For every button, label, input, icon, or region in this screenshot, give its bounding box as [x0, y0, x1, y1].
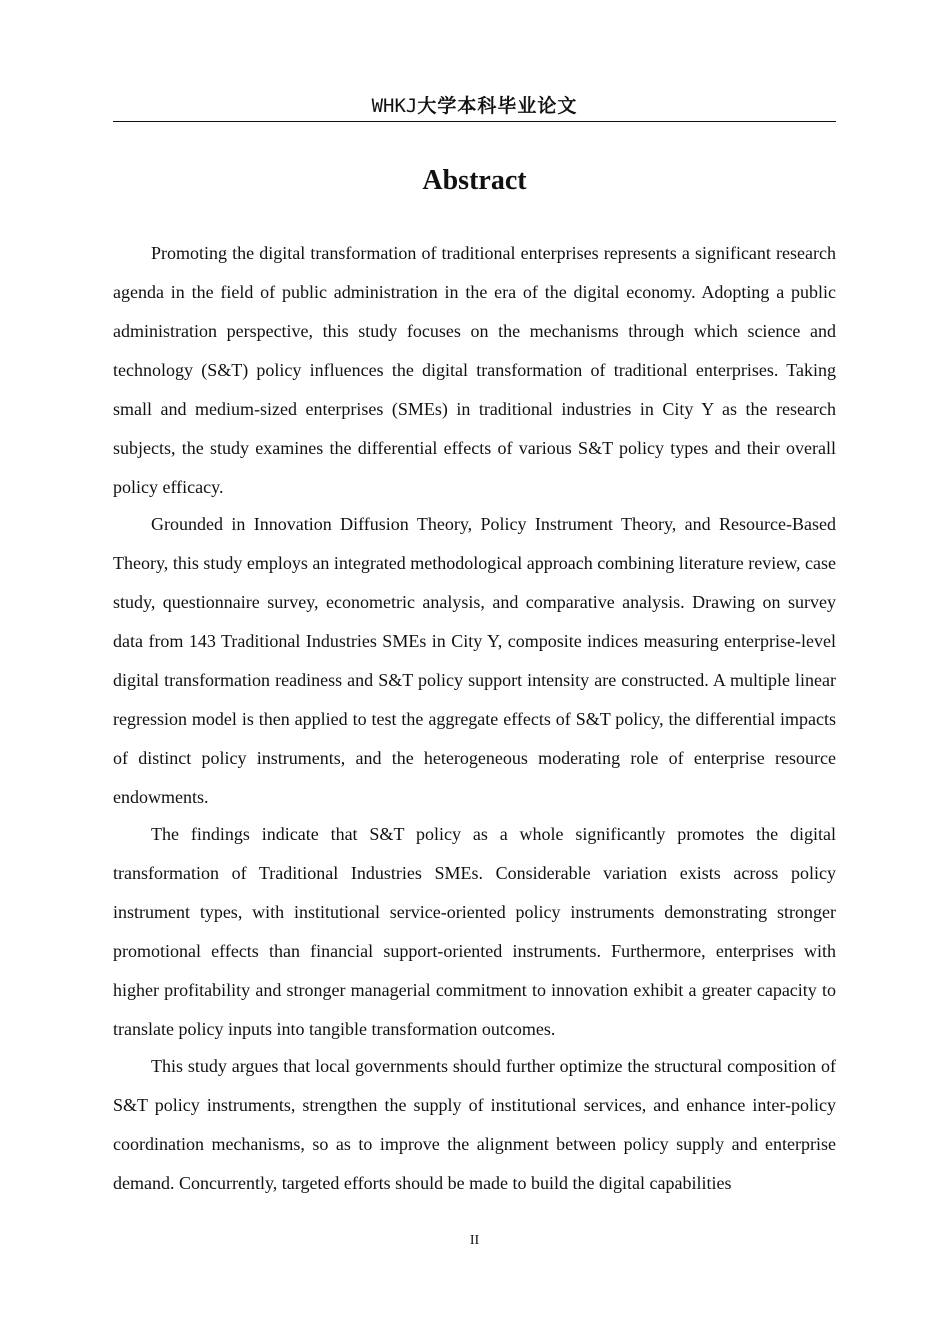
abstract-paragraph-3: The findings indicate that S&T policy as a whole significantly promotes the digital transformation of Traditional Industries SMEs. Considerable variation exists across policy instrument types, with institutional service-oriented policy instruments demonstrating stronger promotional effects than financial support-oriented instruments. Furthermore, enterprises with higher profitability and stronger managerial commitment to innovation exhibit a greater capacity to translate policy inputs into tangible transformation outcomes.: [113, 824, 836, 1039]
abstract-paragraph-1: Promoting the digital transformation of traditional enterprises represents a significant research agenda in the field of public administration in the era of the digital economy. Adopting a public administration perspective, this study focuses on the mechanisms through which science and technology (S&T) policy influences the digital transformation of traditional enterprises. Taking small and medium-sized enterprises (SMEs) in traditional industries in City Y as the research subjects, the study examines the differential effects of various S&T policy types and their overall policy efficacy.: [113, 243, 836, 497]
abstract-paragraph-2: Grounded in Innovation Diffusion Theory, Policy Instrument Theory, and Resource-Based Theory, this study employs an integrated methodological approach combining literature review, case study, questionnaire survey, econometric analysis, and comparative analysis. Drawing on survey data from 143 Traditional Industries SMEs in City Y, composite indices measuring enterprise-level digital transformation readiness and S&T policy support intensity are constructed. A multiple linear regression model is then applied to test the aggregate effects of S&T policy, the differential impacts of distinct policy instruments, and the heterogeneous moderating role of enterprise resource endowments.: [113, 514, 836, 807]
running-header: [113, 93, 836, 119]
section-title: Abstract: [422, 165, 527, 196]
abstract-paragraph-4: This study argues that local governments should further optimize the structural composition of S&T policy instruments, strengthen the supply of institutional services, and enhance inter-policy coordination mechanisms, so as to improve the alignment between policy supply and enterprise demand. Concurrently, targeted efforts should be made to build the digital capabilities: [113, 1056, 836, 1193]
header-rule: [113, 121, 836, 122]
header-document-type: 大学本科毕业论文: [417, 95, 578, 117]
abstract-body: [113, 234, 836, 1203]
header-institution-code: WHKJ: [371, 95, 418, 117]
page-number: II: [469, 1233, 480, 1248]
